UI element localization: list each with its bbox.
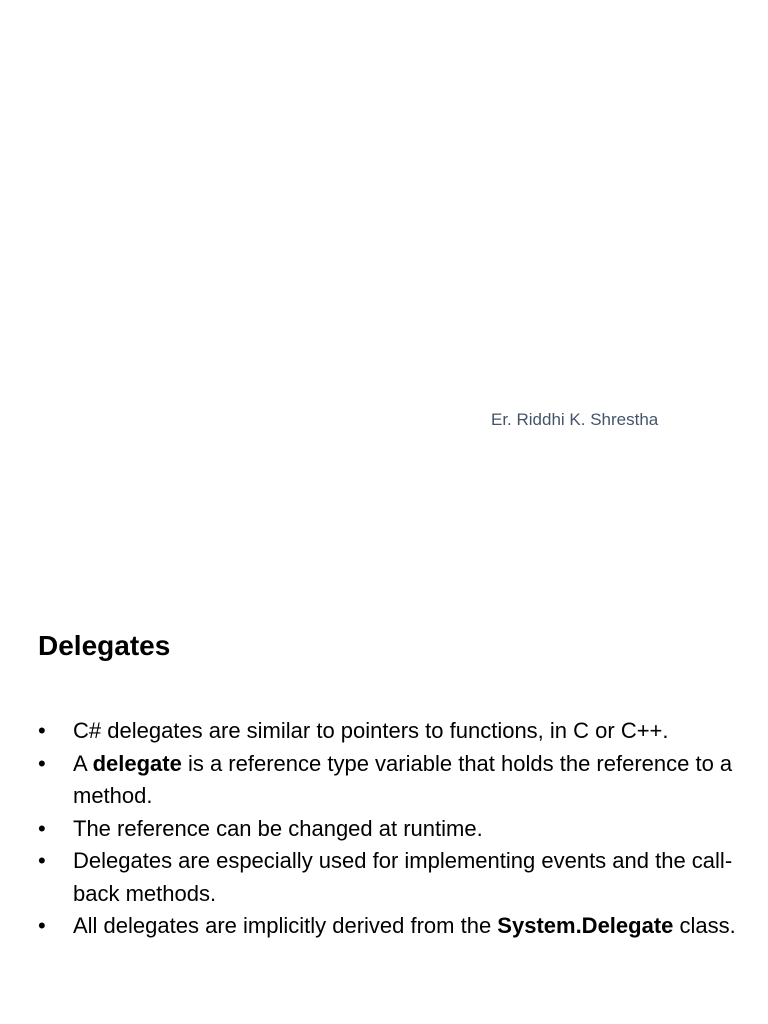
bullet-text-bold: delegate: [92, 750, 182, 776]
bullet-item: [38, 910, 738, 943]
bullet-text-bold: System.Delegate: [497, 913, 674, 938]
bullet-text: Delegates are especially used for implementing events and the call-back methods.: [73, 848, 733, 906]
bullet-item: [38, 715, 738, 748]
bullet-text-suffix: is a reference type variable that holds the reference to a method.: [73, 750, 733, 808]
bullet-text: C# delegates are similar to pointers to functions, in C or C++.: [73, 718, 669, 743]
bullet-text-prefix: All delegates are implicitly derived from the: [73, 913, 498, 938]
bullet-dot-icon: •: [38, 848, 46, 873]
bullet-dot-icon: •: [38, 750, 46, 776]
bullet-list: [38, 715, 738, 943]
bullet-dot-icon: •: [38, 815, 46, 841]
slide-title: Delegates: [38, 630, 171, 661]
bullet-text: The reference can be changed at runtime.: [73, 815, 483, 841]
content-slide: [0, 590, 768, 1024]
bullet-item: [38, 845, 738, 910]
bullet-text-prefix: A: [73, 750, 93, 776]
bullet-dot-icon: •: [38, 913, 46, 938]
bullet-item: [38, 748, 738, 813]
bullet-text-suffix: class.: [673, 913, 736, 938]
author-name: Er. Riddhi K. Shrestha: [491, 410, 659, 429]
bullet-dot-icon: •: [38, 718, 46, 743]
bullet-item: [38, 813, 738, 846]
